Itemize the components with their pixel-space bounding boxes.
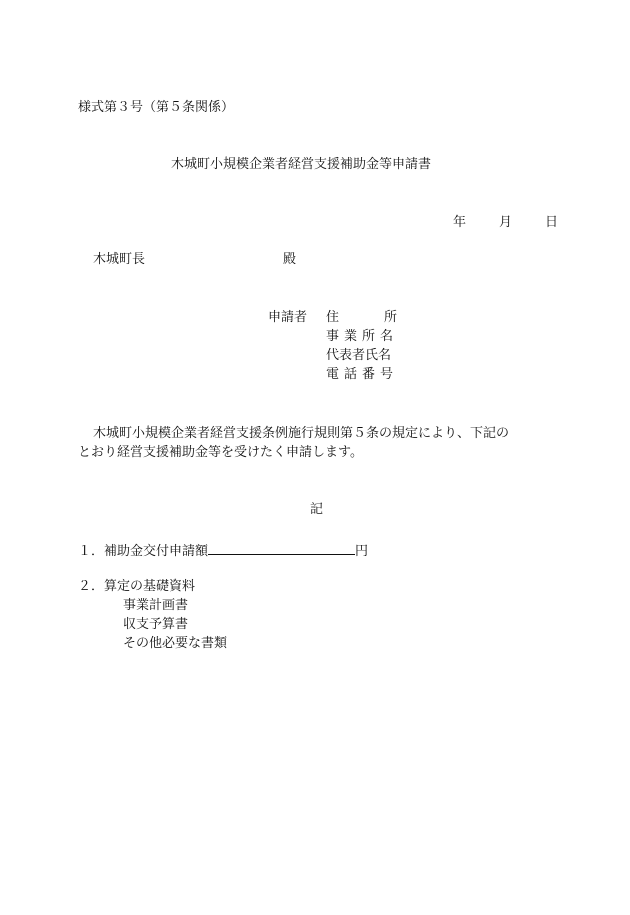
item-2-label: ２．算定の基礎資料 <box>78 579 196 594</box>
phone-number-label: 電話番号 <box>326 367 399 382</box>
addressee-name: 木城町長 <box>93 252 146 267</box>
body-text-line-2: とおり経営支援補助金等を受けたく申請します。 <box>78 445 363 460</box>
address-label-second: 所 <box>384 310 398 325</box>
item-1-unit: 円 <box>355 544 369 559</box>
form-number: 様式第３号（第５条関係） <box>78 100 235 115</box>
item-1-label: １．補助金交付申請額 <box>78 544 209 559</box>
representative-name-label: 代表者氏名 <box>326 348 392 363</box>
applicant-label: 申請者 <box>268 310 308 325</box>
sub-item: 収支予算書 <box>123 617 189 632</box>
body-text-line-1: 木城町小規模企業者経営支援条例施行規則第５条の規定により、下記の <box>93 426 510 441</box>
document-title: 木城町小規模企業者経営支援補助金等申請書 <box>171 157 432 172</box>
ki-heading: 記 <box>310 502 324 517</box>
date-day-label: 日 <box>545 215 559 230</box>
sub-item: その他必要な書類 <box>123 636 228 651</box>
item-1 <box>78 542 368 558</box>
sub-item: 事業計画書 <box>123 598 189 613</box>
date-year-label: 年 <box>453 215 467 230</box>
date-month-label: 月 <box>499 215 513 230</box>
amount-blank-line <box>208 542 355 555</box>
addressee-honorific: 殿 <box>283 252 297 267</box>
address-label-first: 住 <box>326 310 340 325</box>
business-name-label: 事業所名 <box>326 329 399 344</box>
